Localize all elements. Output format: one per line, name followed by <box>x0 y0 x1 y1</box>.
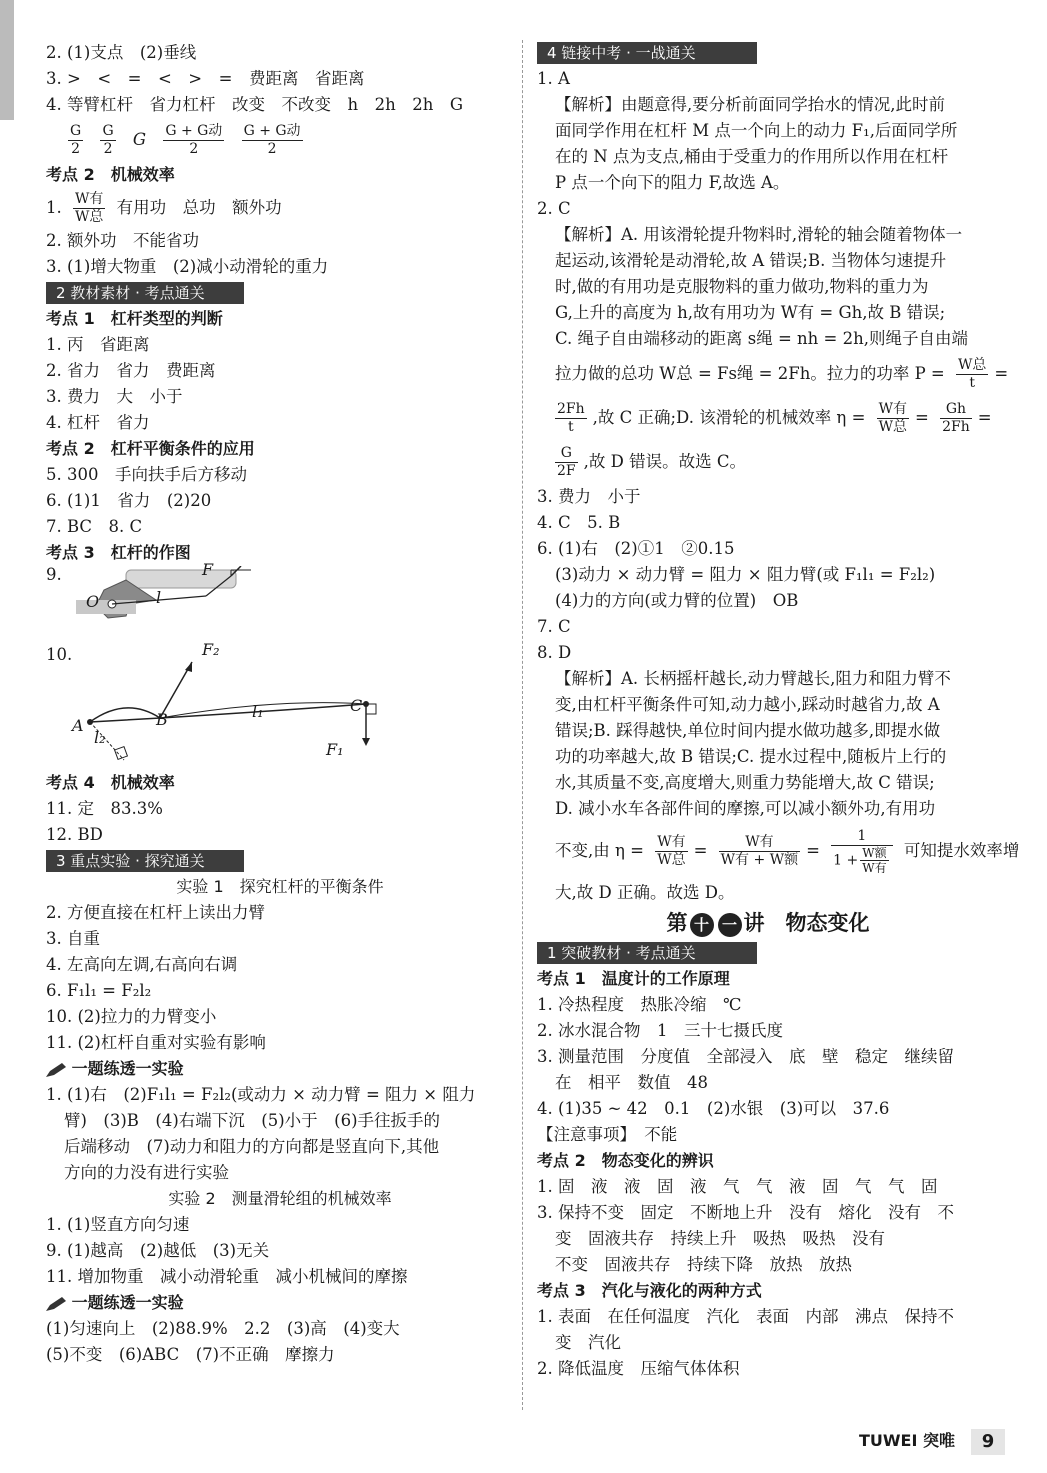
answer-line: 9. (1)越高 (2)越低 (3)无关 <box>46 1241 270 1260</box>
column-divider <box>522 40 523 1410</box>
answer-line: 不变 固液共存 持续下降 放热 放热 <box>555 1255 852 1274</box>
figure-10 <box>46 642 514 770</box>
answer-line: 2. (1)支点 (2)垂线 <box>46 43 197 62</box>
answer-line: (5)不变 (6)ABC (7)不正确 摩擦力 <box>46 1345 335 1364</box>
answer-line: 变 固液共存 持续上升 吸热 吸热 没有 <box>555 1229 885 1248</box>
answer-line: 6. (1)右 (2)①1 ②0.15 <box>537 539 735 558</box>
explanation-line: $\frac{2Fh}{t}$ ,故 C 正确;D. 该滑轮的机械效率 η = $\frac{\text{W有}}{\text{W总}}$ = $\frac{Gh}{2Fh}$ = <box>557 401 992 435</box>
label-F1: F₁ <box>326 740 344 759</box>
answer-line: 11. (2)杠杆自重对实验有影响 <box>46 1033 266 1052</box>
explanation-line: 大,故 D 正确。故选 D。 <box>555 883 735 902</box>
section-heading: 考点 3 汽化与液化的两种方式 <box>537 1281 762 1300</box>
explanation-line: 【解析】A. 用该滑轮提升物料时,滑轮的轴会随着物体一 <box>555 225 963 244</box>
answer-line: 3. 测量范围 分度值 全部浸入 底 壁 稳定 继续留 <box>537 1047 954 1066</box>
figure-9 <box>46 560 514 638</box>
explanation-line: C. 绳子自由端移动的距离 s绳 = nh = 2h,则绳子自由端 <box>555 329 968 348</box>
label-A: A <box>72 716 84 735</box>
answer-line: 4. 左高向左调,右高向右调 <box>46 955 238 974</box>
section-band: 1 突破教材 · 考点通关 <box>537 942 757 964</box>
section-band: 2 教材素材 · 考点通关 <box>46 282 244 304</box>
answer-line: 6. (1)1 省力 (2)20 <box>46 491 212 510</box>
answer-line: 2. 降低温度 压缩气体体积 <box>537 1359 740 1378</box>
section-heading: 考点 1 杠杆类型的判断 <box>46 309 223 328</box>
answer-line: 4. C 5. B <box>537 513 621 532</box>
explanation-line: 错误;B. 踩得越快,单位时间内提水做功越多,即提水做 <box>555 721 941 740</box>
practice-heading: 一题练透一实验 <box>46 1056 514 1082</box>
answer-line: 2. 方便直接在杠杆上读出力臂 <box>46 903 265 922</box>
pencil-icon <box>46 1297 66 1311</box>
answer-line: 1. A <box>537 69 570 88</box>
answer-line: 3. 费力 大 小于 <box>46 387 183 406</box>
answer-line: 2. 冰水混合物 1 三十七摄氏度 <box>537 1021 783 1040</box>
explanation-line: 【解析】A. 长柄摇杆越长,动力臂越长,阻力和阻力臂不 <box>555 669 951 688</box>
section-heading: 考点 4 机械效率 <box>46 773 175 792</box>
right-column <box>537 40 1020 1382</box>
answer-line: 7. C <box>537 617 571 636</box>
answer-line: 6. F₁l₁ = F₂l₂ <box>46 981 152 1000</box>
explanation-line: 功的功率越大,故 B 错误;C. 提水过程中,随板片上行的 <box>555 747 947 766</box>
section-band: 4 链接中考 · 一战通关 <box>537 42 757 64</box>
explanation-line: 在的 N 点为支点,桶由于受重力的作用所以作用在杠杆 <box>555 147 949 166</box>
explanation-line: 不变,由 η = $\frac{\text{W有}}{\text{W总}}$ = $\frac{\text{W有}}{\text{W有 + W额}}$ = 1 1 + $\frac{\text{W额}}{\text{W有}}$ 可知提水效率增 <box>555 828 1020 875</box>
answer-line: 2. 省力 省力 费距离 <box>46 361 216 380</box>
answer-line: 1. 固 液 液 固 液 气 气 液 固 气 气 固 <box>537 1177 938 1196</box>
experiment-title: 实验 1 探究杠杆的平衡条件 <box>176 877 384 896</box>
answer-line: 4. (1)35 ~ 42 0.1 (2)水银 (3)可以 37.6 <box>537 1099 890 1118</box>
answer-line: 变 汽化 <box>555 1333 621 1352</box>
section-heading: 考点 1 温度计的工作原理 <box>537 969 730 988</box>
answer-line: 5. 300 手向扶手后方移动 <box>46 465 247 484</box>
answer-line: 1. 表面 在任何温度 汽化 表面 内部 沸点 保持不 <box>537 1307 954 1326</box>
answer-line: (1)匀速向上 (2)88.9% 2.2 (3)高 (4)变大 <box>46 1319 400 1338</box>
label-F: F <box>202 560 214 579</box>
page-edge-tab <box>0 0 14 120</box>
practice-heading: 一题练透一实验 <box>46 1290 514 1316</box>
brand-logo: TUWEI 突唯 <box>858 1431 955 1450</box>
answer-line: 4. 等臂杠杆 省力杠杆 改变 不改变 h 2h 2h G <box>46 95 464 114</box>
label-F2: F₂ <box>202 640 220 659</box>
answer-line: 11. 增加物重 减小动滑轮重 减小机械间的摩擦 <box>46 1267 408 1286</box>
answer-line: 8. D <box>537 643 572 662</box>
answer-line: 3. 自重 <box>46 929 100 948</box>
pencil-icon <box>46 1063 66 1077</box>
explanation-line: 面同学作用在杠杆 M 点一个向上的动力 F₁,后面同学所 <box>555 121 958 140</box>
answer-line: 2. 额外功 不能省功 <box>46 231 199 250</box>
answer-line: 3. > < = < > = 费距离 省距离 <box>46 69 365 88</box>
section-heading: 考点 3 杠杆的作图 <box>46 543 191 562</box>
section-band: 3 重点实验 · 探究通关 <box>46 850 244 872</box>
answer-line: 1. $\frac{\text{W有}}{\text{W总}}$ 有用功 总功 额外功 <box>46 191 282 225</box>
label-O: O <box>86 592 100 611</box>
answer-line: 后端移动 (7)动力和阻力的方向都是竖直向下,其他 <box>64 1137 440 1156</box>
answer-line: 3. 保持不变 固定 不断地上升 没有 熔化 没有 不 <box>537 1203 954 1222</box>
explanation-line: G,上升的高度为 h,故有用功为 W有 = Gh,故 B 错误; <box>555 303 946 322</box>
label-C: C <box>350 696 363 715</box>
answer-line: 1. (1)竖直方向匀速 <box>46 1215 190 1234</box>
answer-line: 在 相平 数值 48 <box>555 1073 708 1092</box>
label-l: l <box>156 588 162 607</box>
section-heading: 考点 2 物态变化的辨识 <box>537 1151 714 1170</box>
answer-line: 1. (1)右 (2)F₁l₁ = F₂l₂(或动力 × 动力臂 = 阻力 × 阻力 <box>46 1085 476 1104</box>
figure-number: 10. <box>46 645 73 664</box>
explanation-line: 【解析】由题意得,要分析前面同学抬水的情况,此时前 <box>555 95 945 114</box>
answer-line: 7. BC 8. C <box>46 517 143 536</box>
answer-line: 臂) (3)B (4)右端下沉 (5)小于 (6)手往扳手的 <box>64 1111 441 1130</box>
answer-line: 4. 杠杆 省力 <box>46 413 150 432</box>
answer-line: 11. 定 83.3% <box>46 799 163 818</box>
section-heading: 考点 2 机械效率 <box>46 165 175 184</box>
section-heading: 考点 2 杠杆平衡条件的应用 <box>46 439 255 458</box>
answer-line: (3)动力 × 动力臂 = 阻力 × 阻力臂(或 F₁l₁ = F₂l₂) <box>555 565 936 584</box>
label-l2: l₂ <box>94 728 106 747</box>
explanation-line: P 点一个向下的阻力 F,故选 A。 <box>555 173 790 192</box>
answer-line: 3. 费力 小于 <box>537 487 641 506</box>
explanation-line: 水,其质量不变,高度增大,则重力势能增大,故 C 错误; <box>555 773 935 792</box>
answer-line: 10. (2)拉力的力臂变小 <box>46 1007 217 1026</box>
fraction-row: $\frac{G}{2}$ $\frac{G}{2}$ G $\frac{\text{G + G动}}{2}$ $\frac{\text{G + G动}}{2}$ <box>70 123 301 157</box>
explanation-line: 起运动,该滑轮是动滑轮,故 A 错误;B. 当物体匀速提升 <box>555 251 947 270</box>
left-column <box>46 40 514 1368</box>
answer-line: 1. 丙 省距离 <box>46 335 150 354</box>
answer-line: 方向的力没有进行实验 <box>64 1163 229 1182</box>
answer-line: (4)力的方向(或力臂的位置) OB <box>555 591 799 610</box>
answer-line: 2. C <box>537 199 571 218</box>
answer-line: 3. (1)增大物重 (2)减小动滑轮的重力 <box>46 257 329 276</box>
explanation-line: 拉力做的总功 W总 = Fs绳 = 2Fh。拉力的功率 P = $\frac{\text{W总}}{t}$ = <box>555 357 1009 391</box>
experiment-title: 实验 2 测量滑轮组的机械效率 <box>168 1189 392 1208</box>
explanation-line: D. 减小水车各部件间的摩擦,可以减小额外功,有用功 <box>555 799 936 818</box>
explanation-line: 时,做的有用功是克服物料的重力做功,物料的重力为 <box>555 277 929 296</box>
answer-line: 12. BD <box>46 825 103 844</box>
explanation-line: $\frac{G}{2F}$ ,故 D 错误。故选 C。 <box>557 445 746 479</box>
lecture-title: 第 十 一 讲 物态变化 <box>666 910 870 935</box>
figure-number: 9. <box>46 565 62 584</box>
answer-line: 1. 冷热程度 热胀冷缩 ℃ <box>537 995 742 1014</box>
page-number: 9 <box>971 1429 1005 1455</box>
label-l1: l₁ <box>252 702 264 721</box>
answer-line: 【注意事项】 不能 <box>537 1125 678 1144</box>
label-B: B <box>156 710 168 729</box>
explanation-line: 变,由杠杆平衡条件可知,动力越小,踩动时越省力,故 A <box>555 695 940 714</box>
